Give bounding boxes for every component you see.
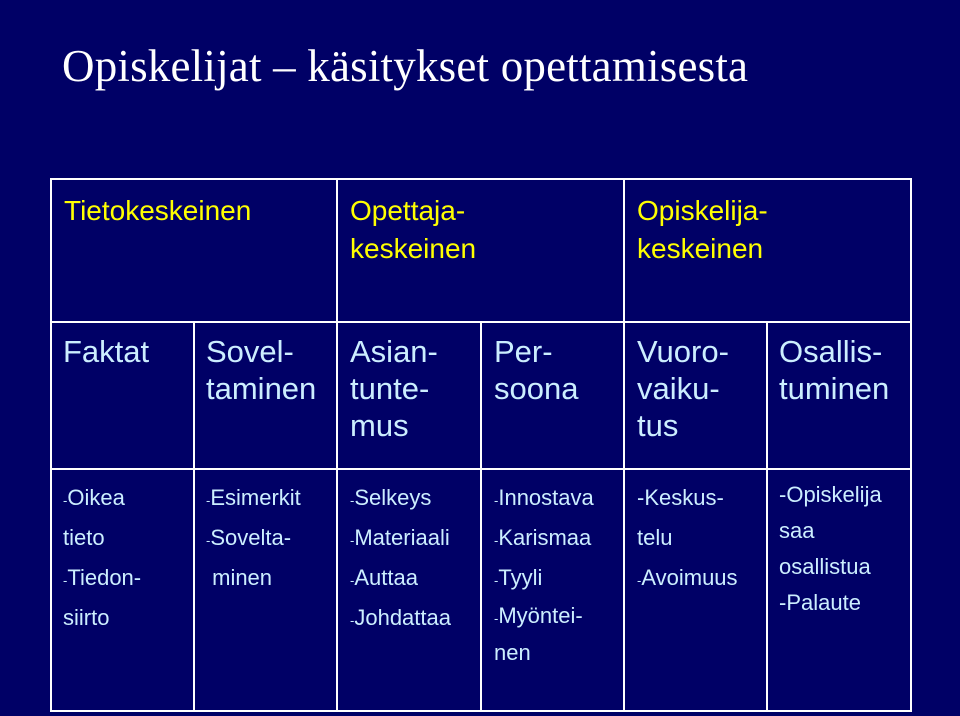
item-text: -Opiskelija xyxy=(779,482,882,507)
item-line xyxy=(494,559,594,599)
category-label xyxy=(494,333,578,407)
item-dash: - xyxy=(494,611,499,626)
item-text: Oikea xyxy=(67,485,125,510)
item-dash: - xyxy=(494,533,499,548)
category-cell-asiantuntemus xyxy=(338,323,482,470)
item-dash: - xyxy=(350,533,355,548)
category-label xyxy=(637,333,729,444)
slide-title: Opiskelijat – käsitykset opettamisesta xyxy=(62,41,749,91)
item-text: Tiedon- xyxy=(67,565,142,590)
group-label-line: keskeinen xyxy=(350,233,477,264)
item-text: tieto xyxy=(63,525,105,550)
item-text: Innostava xyxy=(498,485,594,510)
item-line xyxy=(637,479,738,519)
item-text: telu xyxy=(637,525,673,550)
category-label xyxy=(350,333,438,444)
item-text: -Keskus- xyxy=(637,485,724,510)
item-line xyxy=(779,478,882,514)
item-list xyxy=(779,478,882,622)
group-label xyxy=(350,192,476,268)
item-line xyxy=(779,586,882,622)
item-line xyxy=(63,599,141,639)
items-cell-soveltaminen xyxy=(195,470,338,712)
items-cell-faktat xyxy=(52,470,195,712)
item-dash: - xyxy=(350,573,355,588)
item-list xyxy=(350,479,451,639)
items-cell-osallistuminen xyxy=(768,470,912,712)
item-dash: - xyxy=(350,613,355,628)
item-dash: - xyxy=(494,573,499,588)
item-text: Karismaa xyxy=(498,525,592,550)
group-cell-tietokeskeinen xyxy=(52,180,338,323)
item-list xyxy=(494,479,594,673)
items-cell-asiantuntemus xyxy=(338,470,482,712)
category-label-line: taminen xyxy=(206,371,317,406)
category-label-line: mus xyxy=(350,408,409,443)
item-dash: - xyxy=(63,493,68,508)
group-label-line: Tietokeskeinen xyxy=(64,195,252,226)
item-text: siirto xyxy=(63,605,110,630)
item-line xyxy=(637,519,738,559)
category-label-line: Asian- xyxy=(350,334,438,369)
item-line xyxy=(779,514,882,550)
item-line xyxy=(63,479,141,519)
category-label xyxy=(206,333,316,407)
item-dash: - xyxy=(350,493,355,508)
item-dash: - xyxy=(206,533,211,548)
item-line xyxy=(494,636,594,673)
item-text: Selkeys xyxy=(354,485,432,510)
category-label xyxy=(63,333,149,370)
items-cell-vuorovaikutus xyxy=(625,470,768,712)
item-line xyxy=(637,559,738,599)
item-text: Tyyli xyxy=(498,565,543,590)
category-label-line: Faktat xyxy=(63,334,150,369)
category-label-line: Per- xyxy=(494,334,553,369)
item-list xyxy=(637,479,738,599)
item-list xyxy=(63,479,141,639)
item-line xyxy=(779,550,882,586)
item-text: -Palaute xyxy=(779,590,861,615)
group-label xyxy=(637,192,768,268)
item-dash: - xyxy=(494,493,499,508)
item-line xyxy=(350,479,451,519)
item-dash: - xyxy=(206,493,211,508)
item-text: osallistua xyxy=(779,554,871,579)
item-dash: - xyxy=(63,573,68,588)
category-label-line: soona xyxy=(494,371,579,406)
item-line xyxy=(206,479,301,519)
category-cell-osallistuminen xyxy=(768,323,912,470)
category-label-line: Sovel- xyxy=(206,334,294,369)
group-cell-opettajakeskeinen xyxy=(338,180,625,323)
category-label-line: tunte- xyxy=(350,371,430,406)
item-text: Sovelta- xyxy=(210,525,292,550)
item-text: Esimerkit xyxy=(210,485,301,510)
category-cell-faktat xyxy=(52,323,195,470)
item-line xyxy=(494,599,594,636)
category-label-line: Vuoro- xyxy=(637,334,729,369)
item-line xyxy=(494,519,594,559)
group-label-line: keskeinen xyxy=(637,233,764,264)
group-label-line: Opiskelija- xyxy=(637,195,768,226)
category-label-line: tus xyxy=(637,408,679,443)
group-cell-opiskelijakeskeinen xyxy=(625,180,912,323)
conceptions-table xyxy=(50,178,912,712)
item-text: Johdattaa xyxy=(354,605,451,630)
item-line xyxy=(206,519,301,559)
item-text: nen xyxy=(494,640,531,665)
category-cell-soveltaminen xyxy=(195,323,338,470)
item-line xyxy=(350,599,451,639)
items-cell-persoona xyxy=(482,470,625,712)
item-dash: - xyxy=(637,573,642,588)
group-label-line: Opettaja- xyxy=(350,195,466,226)
item-line xyxy=(63,519,141,559)
item-text: saa xyxy=(779,518,815,543)
category-label-line: tuminen xyxy=(779,371,890,406)
item-line xyxy=(350,559,451,599)
category-label-line: vaiku- xyxy=(637,371,720,406)
item-text: Auttaa xyxy=(354,565,418,590)
item-list xyxy=(206,479,301,599)
category-cell-vuorovaikutus xyxy=(625,323,768,470)
group-label xyxy=(64,192,251,230)
item-line xyxy=(63,559,141,599)
item-text: Avoimuus xyxy=(641,565,738,590)
item-line xyxy=(494,479,594,519)
item-text: minen xyxy=(206,565,273,590)
item-line xyxy=(206,559,301,599)
item-text: Materiaali xyxy=(354,525,450,550)
category-cell-persoona xyxy=(482,323,625,470)
item-text: Myöntei- xyxy=(498,603,583,628)
category-label xyxy=(779,333,889,407)
item-line xyxy=(350,519,451,559)
category-label-line: Osallis- xyxy=(779,334,883,369)
